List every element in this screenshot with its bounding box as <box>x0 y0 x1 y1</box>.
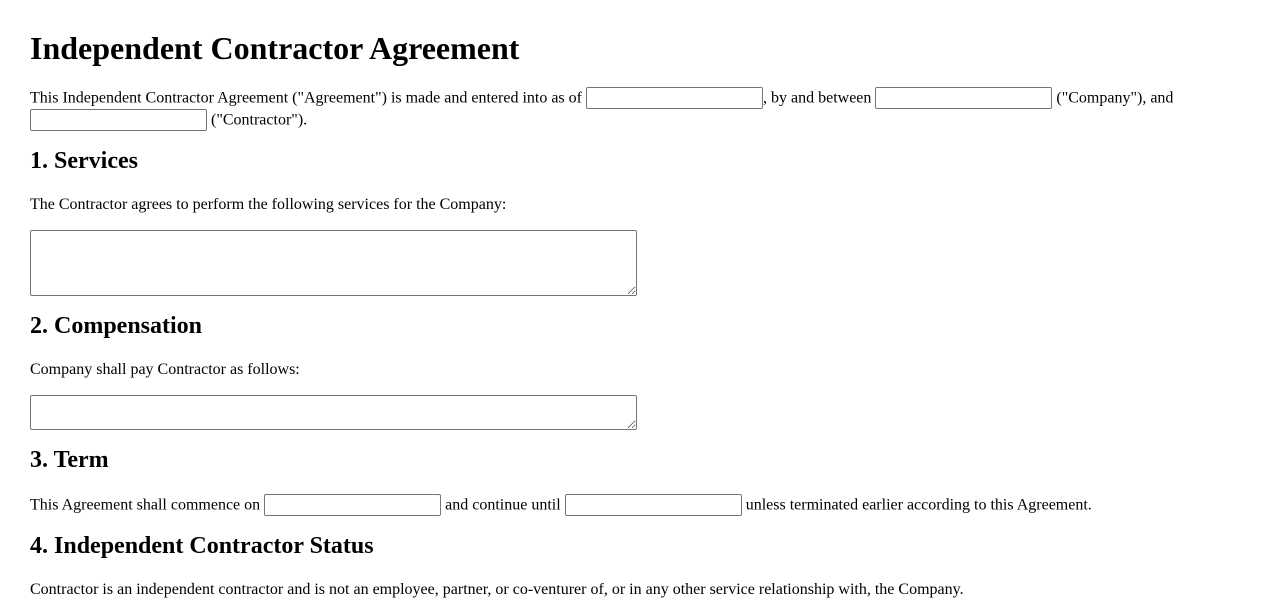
term-start-date-input[interactable] <box>264 494 441 516</box>
contract-document <box>30 30 1248 600</box>
services-textarea[interactable] <box>30 230 637 296</box>
section-heading-compensation: 2. Compensation <box>30 313 203 340</box>
services-field-row <box>30 230 1248 296</box>
intro-text-before-date: This Independent Contractor Agreement ("Agreement") is made and entered into as of <box>30 89 582 107</box>
term-text-after-end: unless terminated earlier according to this Agreement. <box>745 496 1092 514</box>
contractor-name-input[interactable] <box>30 109 207 131</box>
section-heading-status: 4. Independent Contractor Status <box>30 533 374 560</box>
term-paragraph <box>30 494 1248 516</box>
intro-paragraph <box>30 87 1248 131</box>
term-end-date-input[interactable] <box>565 494 742 516</box>
intro-text-after-contractor: ("Contractor"). <box>211 111 308 129</box>
section-heading-term: 3. Term <box>30 447 109 474</box>
page-title: Independent Contractor Agreement <box>30 30 520 66</box>
compensation-description: Company shall pay Contractor as follows: <box>30 361 300 379</box>
compensation-field-row <box>30 395 1248 430</box>
intro-text-after-company: ("Company"), and <box>1056 89 1174 107</box>
company-name-input[interactable] <box>875 87 1052 109</box>
status-description: Contractor is an independent contractor and is not an employee, partner, or co-venturer of, or in any other service relationship with, the Company. <box>30 581 964 599</box>
section-heading-services: 1. Services <box>30 147 138 174</box>
term-text-before-start: This Agreement shall commence on <box>30 496 261 514</box>
services-description: The Contractor agrees to perform the following services for the Company: <box>30 195 507 213</box>
intro-text-after-date: , by and between <box>762 89 872 107</box>
compensation-textarea[interactable] <box>30 395 637 430</box>
agreement-date-input[interactable] <box>586 87 763 109</box>
term-text-between: and continue until <box>445 496 561 514</box>
